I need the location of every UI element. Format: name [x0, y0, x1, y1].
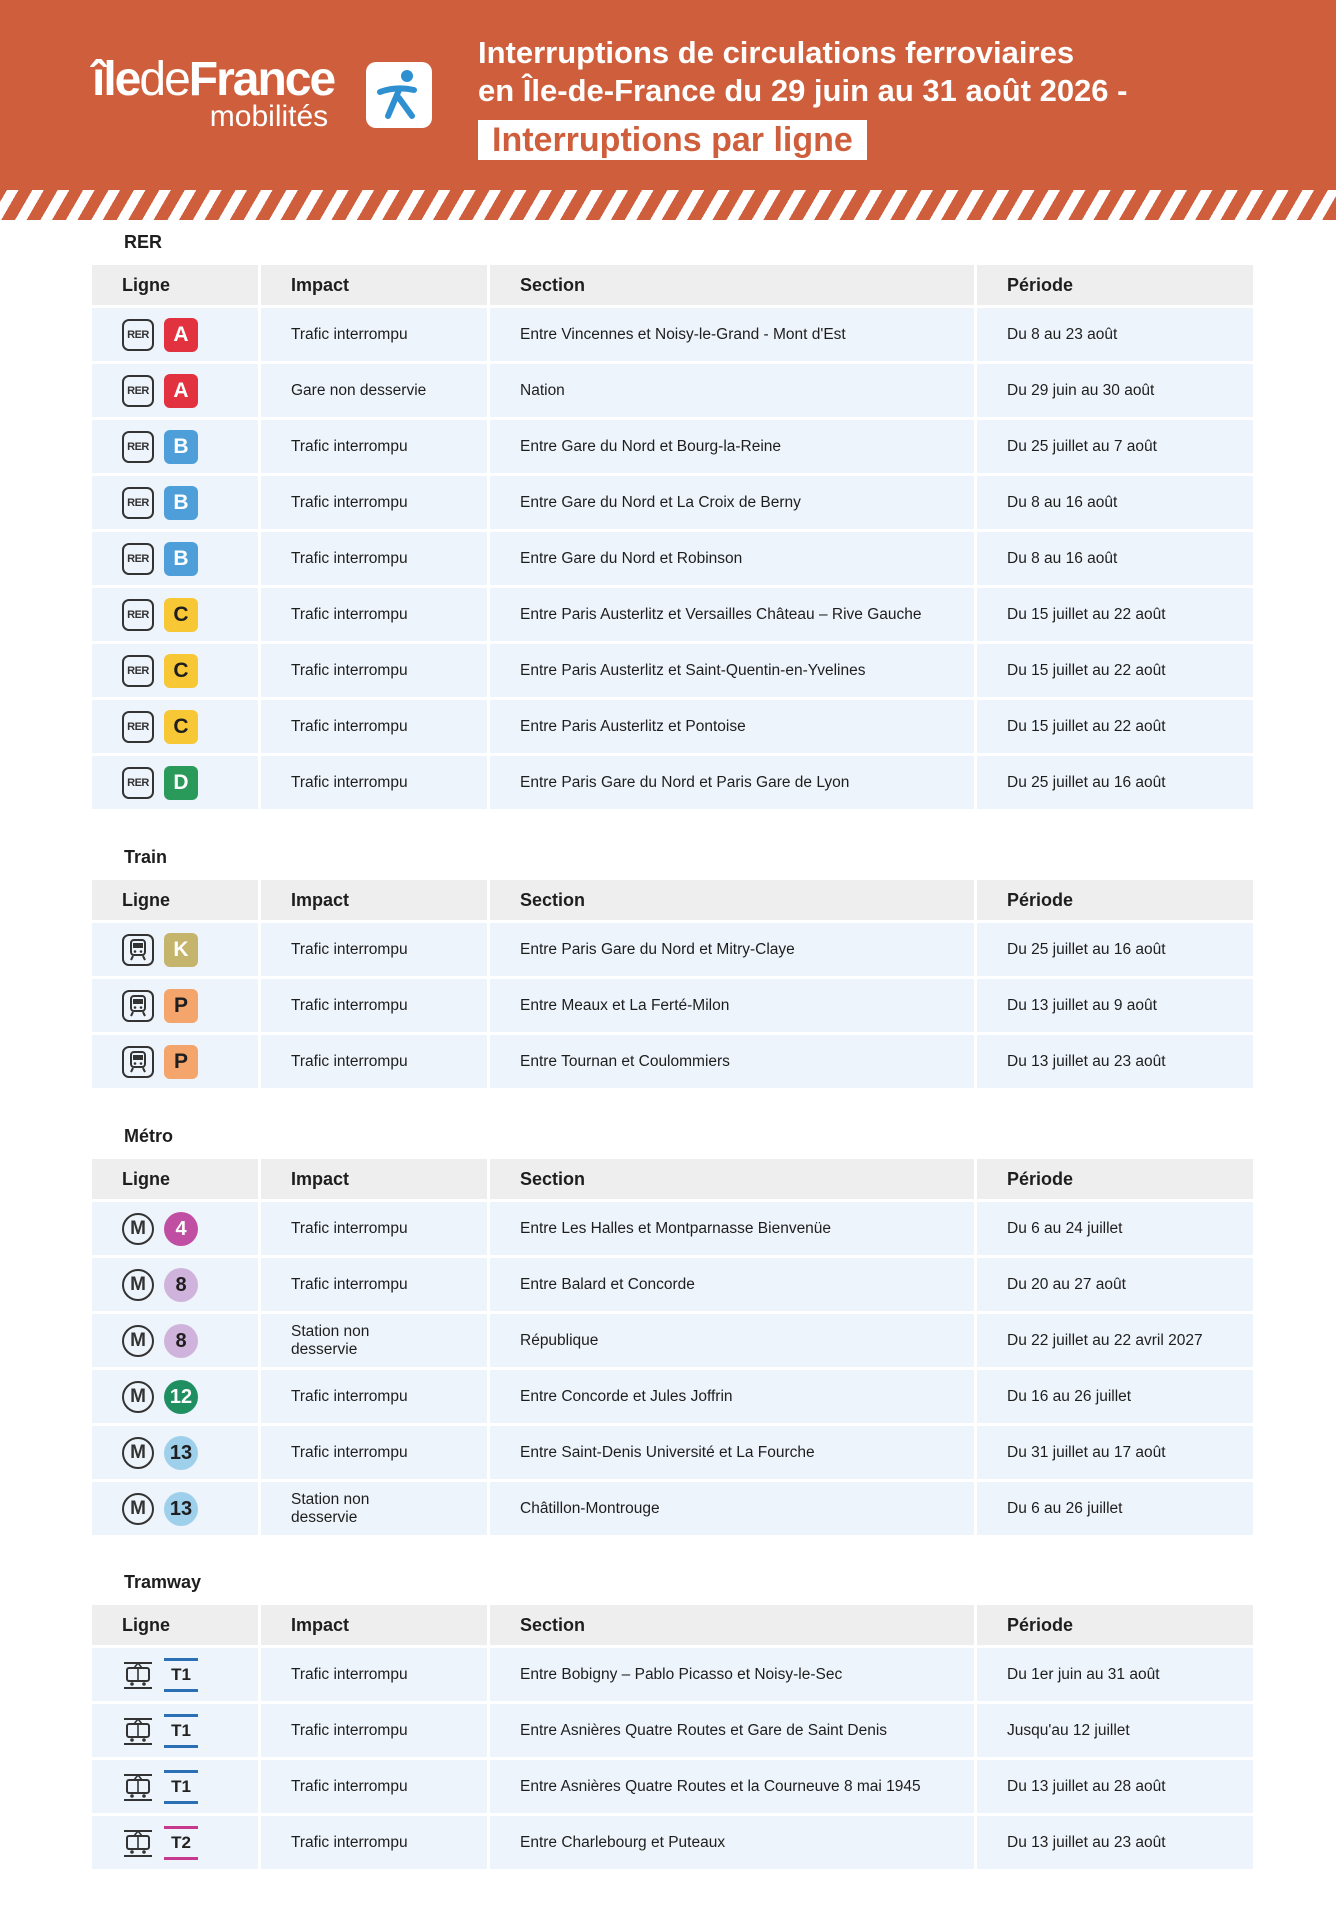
table-row	[92, 1760, 1253, 1813]
header-stripe-divider	[0, 190, 1336, 220]
metro-icon: M	[122, 1325, 154, 1357]
line-badge: P	[164, 989, 198, 1023]
line-badges	[122, 318, 258, 352]
line-cell	[92, 1704, 258, 1757]
line-cell	[92, 1202, 258, 1255]
table-row	[92, 1816, 1253, 1869]
line-badge: C	[164, 598, 198, 632]
line-cell	[92, 700, 258, 753]
line-badge: C	[164, 710, 198, 744]
line-badges	[122, 598, 258, 632]
line-badges	[122, 1658, 258, 1692]
line-badge: B	[164, 430, 198, 464]
line-cell	[92, 1760, 258, 1813]
rer-icon: RER	[122, 599, 154, 631]
idfm-logo	[92, 53, 335, 133]
periode-cell: Du 8 au 16 août	[977, 476, 1253, 529]
section-cell: Entre Balard et Concorde	[490, 1258, 974, 1311]
line-cell	[92, 1370, 258, 1423]
table-row	[92, 1202, 1253, 1255]
line-badges	[122, 1324, 258, 1358]
line-badges	[122, 1380, 258, 1414]
line-badges	[122, 933, 258, 967]
impact-cell: Trafic interrompu	[261, 1816, 487, 1869]
periode-cell: Du 25 juillet au 16 août	[977, 923, 1253, 976]
impact-cell: Trafic interrompu	[261, 588, 487, 641]
table-row	[92, 1035, 1253, 1088]
column-header-periode: Période	[977, 1159, 1253, 1199]
table-row	[92, 308, 1253, 361]
table-row	[92, 644, 1253, 697]
line-cell	[92, 923, 258, 976]
line-cell	[92, 644, 258, 697]
table-row	[92, 1426, 1253, 1479]
column-header-impact: Impact	[261, 880, 487, 920]
line-cell	[92, 1426, 258, 1479]
title-line-1: Interruptions de circulations ferroviaires	[478, 35, 1075, 70]
column-header-section: Section	[490, 880, 974, 920]
interruptions-table	[89, 1602, 1256, 1872]
impact-cell: Trafic interrompu	[261, 1704, 487, 1757]
periode-cell: Du 25 juillet au 16 août	[977, 756, 1253, 809]
column-header-ligne: Ligne	[92, 265, 258, 305]
impact-cell: Trafic interrompu	[261, 1370, 487, 1423]
impact-cell: Trafic interrompu	[261, 532, 487, 585]
metro-icon: M	[122, 1213, 154, 1245]
line-badges	[122, 989, 258, 1023]
table-row	[92, 1648, 1253, 1701]
periode-cell: Du 13 juillet au 9 août	[977, 979, 1253, 1032]
periode-cell: Du 1er juin au 31 août	[977, 1648, 1253, 1701]
periode-cell: Du 13 juillet au 23 août	[977, 1035, 1253, 1088]
metro-icon: M	[122, 1493, 154, 1525]
column-header-section: Section	[490, 1159, 974, 1199]
periode-cell: Du 15 juillet au 22 août	[977, 644, 1253, 697]
line-badge	[164, 1658, 198, 1692]
line-badge: C	[164, 654, 198, 688]
impact-cell: Trafic interrompu	[261, 420, 487, 473]
impact-cell: Station non desservie	[261, 1482, 487, 1535]
column-header-impact: Impact	[261, 1605, 487, 1645]
table-row	[92, 756, 1253, 809]
rer-icon: RER	[122, 431, 154, 463]
line-badge	[164, 1714, 198, 1748]
logo-mobilites: mobilités	[209, 100, 329, 133]
impact-cell: Trafic interrompu	[261, 1648, 487, 1701]
line-cell	[92, 1648, 258, 1701]
line-cell	[92, 420, 258, 473]
periode-cell: Du 15 juillet au 22 août	[977, 588, 1253, 641]
column-header-impact: Impact	[261, 265, 487, 305]
metro-icon: M	[122, 1381, 154, 1413]
table-row	[92, 700, 1253, 753]
impact-cell: Station non desservie	[261, 1314, 487, 1367]
section-title: Tramway	[124, 1572, 202, 1592]
rer-icon: RER	[122, 655, 154, 687]
periode-cell: Du 8 au 23 août	[977, 308, 1253, 361]
section-cell: Entre Asnières Quatre Routes et Gare de Saint Denis	[490, 1704, 974, 1757]
impact-cell: Trafic interrompu	[261, 1258, 487, 1311]
column-header-section: Section	[490, 265, 974, 305]
tram-icon	[122, 1771, 154, 1803]
line-badges	[122, 1714, 258, 1748]
section-cell: Entre Asnières Quatre Routes et la Courneuve 8 mai 1945	[490, 1760, 974, 1813]
line-label: T1	[171, 1776, 191, 1796]
page-title	[478, 34, 1127, 110]
line-label: T1	[171, 1664, 191, 1684]
impact-cell: Trafic interrompu	[261, 979, 487, 1032]
line-badge	[164, 1770, 198, 1804]
page-header	[0, 0, 1336, 190]
table-row	[92, 532, 1253, 585]
line-badge: 4	[164, 1212, 198, 1246]
periode-cell: Du 22 juillet au 22 avril 2027	[977, 1314, 1253, 1367]
line-badges	[122, 1826, 258, 1860]
impact-cell: Trafic interrompu	[261, 923, 487, 976]
table-row	[92, 923, 1253, 976]
periode-cell: Jusqu'au 12 juillet	[977, 1704, 1253, 1757]
line-badges	[122, 1268, 258, 1302]
line-badge: A	[164, 318, 198, 352]
table-header-row	[92, 880, 1253, 920]
section-cell: Entre Concorde et Jules Joffrin	[490, 1370, 974, 1423]
section-cell: Entre Paris Austerlitz et Saint-Quentin-en-Yvelines	[490, 644, 974, 697]
line-badge	[164, 1826, 198, 1860]
periode-cell: Du 16 au 26 juillet	[977, 1370, 1253, 1423]
table-row	[92, 1258, 1253, 1311]
column-header-ligne: Ligne	[92, 1605, 258, 1645]
table-row	[92, 979, 1253, 1032]
section-cell: Entre Paris Austerlitz et Versailles Château – Rive Gauche	[490, 588, 974, 641]
section-cell: Châtillon-Montrouge	[490, 1482, 974, 1535]
interruptions-table	[89, 262, 1256, 812]
section-cell: Entre Meaux et La Ferté-Milon	[490, 979, 974, 1032]
line-badge: 12	[164, 1380, 198, 1414]
table-row	[92, 1314, 1253, 1367]
logo-ile: île	[92, 53, 140, 106]
section-cell: Entre Charlebourg et Puteaux	[490, 1816, 974, 1869]
impact-cell: Trafic interrompu	[261, 644, 487, 697]
metro-icon: M	[122, 1269, 154, 1301]
table-row	[92, 1704, 1253, 1757]
column-header-periode: Période	[977, 265, 1253, 305]
line-cell	[92, 308, 258, 361]
section-cell: Entre Saint-Denis Université et La Fourche	[490, 1426, 974, 1479]
impact-cell: Trafic interrompu	[261, 1426, 487, 1479]
line-cell	[92, 1258, 258, 1311]
line-badge: K	[164, 933, 198, 967]
impact-cell: Trafic interrompu	[261, 1035, 487, 1088]
column-header-impact: Impact	[261, 1159, 487, 1199]
section-cell: Entre Tournan et Coulommiers	[490, 1035, 974, 1088]
table-row	[92, 588, 1253, 641]
column-header-ligne: Ligne	[92, 1159, 258, 1199]
impact-cell: Trafic interrompu	[261, 700, 487, 753]
rer-icon: RER	[122, 767, 154, 799]
line-badges	[122, 374, 258, 408]
periode-cell: Du 25 juillet au 7 août	[977, 420, 1253, 473]
metro-icon: M	[122, 1437, 154, 1469]
line-cell	[92, 756, 258, 809]
rer-icon: RER	[122, 543, 154, 575]
periode-cell: Du 13 juillet au 23 août	[977, 1816, 1253, 1869]
line-badges	[122, 1045, 258, 1079]
section-title: Métro	[124, 1126, 173, 1146]
column-header-periode: Période	[977, 880, 1253, 920]
title-tag: Interruptions par ligne	[478, 120, 867, 160]
interruptions-table	[89, 877, 1256, 1091]
section-cell: Entre Les Halles et Montparnasse Bienvenüe	[490, 1202, 974, 1255]
section-cell: Entre Gare du Nord et Bourg-la-Reine	[490, 420, 974, 473]
impact-cell: Trafic interrompu	[261, 1202, 487, 1255]
periode-cell: Du 29 juin au 30 août	[977, 364, 1253, 417]
impact-cell: Trafic interrompu	[261, 1760, 487, 1813]
line-badges	[122, 1436, 258, 1470]
table-row	[92, 476, 1253, 529]
impact-cell: Trafic interrompu	[261, 756, 487, 809]
table-row	[92, 1482, 1253, 1535]
section-cell: Entre Gare du Nord et La Croix de Berny	[490, 476, 974, 529]
periode-cell: Du 31 juillet au 17 août	[977, 1426, 1253, 1479]
line-badges	[122, 486, 258, 520]
periode-cell: Du 8 au 16 août	[977, 532, 1253, 585]
walking-person-icon	[366, 62, 432, 128]
train-icon	[122, 1046, 154, 1078]
table-header-row	[92, 1605, 1253, 1645]
periode-cell: Du 6 au 26 juillet	[977, 1482, 1253, 1535]
line-cell	[92, 979, 258, 1032]
periode-cell: Du 6 au 24 juillet	[977, 1202, 1253, 1255]
line-badges	[122, 1492, 258, 1526]
logo-de: de	[139, 53, 189, 106]
line-badges	[122, 766, 258, 800]
column-header-section: Section	[490, 1605, 974, 1645]
section-cell: Entre Paris Gare du Nord et Paris Gare de Lyon	[490, 756, 974, 809]
line-badge: B	[164, 542, 198, 576]
line-badge: 8	[164, 1268, 198, 1302]
section-title: Train	[124, 847, 168, 867]
impact-cell: Trafic interrompu	[261, 308, 487, 361]
line-label: T1	[171, 1720, 191, 1740]
line-badges	[122, 654, 258, 688]
impact-cell: Trafic interrompu	[261, 476, 487, 529]
title-line-2: en Île-de-France du 29 juin au 31 août 2026 -	[478, 73, 1128, 108]
tram-icon	[122, 1659, 154, 1691]
rer-icon: RER	[122, 319, 154, 351]
section-title: RER	[124, 232, 163, 252]
line-badges	[122, 710, 258, 744]
tram-icon	[122, 1827, 154, 1859]
section-cell: Entre Paris Austerlitz et Pontoise	[490, 700, 974, 753]
line-badges	[122, 542, 258, 576]
line-badge: A	[164, 374, 198, 408]
line-cell	[92, 476, 258, 529]
impact-cell: Gare non desservie	[261, 364, 487, 417]
rer-icon: RER	[122, 711, 154, 743]
line-cell	[92, 532, 258, 585]
table-row	[92, 420, 1253, 473]
line-cell	[92, 1314, 258, 1367]
section-cell: Entre Paris Gare du Nord et Mitry-Claye	[490, 923, 974, 976]
line-cell	[92, 588, 258, 641]
table-row	[92, 1370, 1253, 1423]
line-badge: B	[164, 486, 198, 520]
table-header-row	[92, 265, 1253, 305]
line-badge: P	[164, 1045, 198, 1079]
line-label: T2	[171, 1832, 191, 1852]
line-badge: 13	[164, 1492, 198, 1526]
table-header-row	[92, 1159, 1253, 1199]
tram-icon	[122, 1715, 154, 1747]
line-badges	[122, 1212, 258, 1246]
section-cell: Entre Gare du Nord et Robinson	[490, 532, 974, 585]
rer-icon: RER	[122, 487, 154, 519]
periode-cell: Du 13 juillet au 28 août	[977, 1760, 1253, 1813]
table-row	[92, 364, 1253, 417]
column-header-ligne: Ligne	[92, 880, 258, 920]
section-cell: Nation	[490, 364, 974, 417]
line-badge: 13	[164, 1436, 198, 1470]
line-badges	[122, 430, 258, 464]
periode-cell: Du 20 au 27 août	[977, 1258, 1253, 1311]
section-cell: Entre Bobigny – Pablo Picasso et Noisy-le-Sec	[490, 1648, 974, 1701]
line-cell	[92, 1482, 258, 1535]
section-cell: Entre Vincennes et Noisy-le-Grand - Mont d'Est	[490, 308, 974, 361]
periode-cell: Du 15 juillet au 22 août	[977, 700, 1253, 753]
line-badge: 8	[164, 1324, 198, 1358]
interruptions-table	[89, 1156, 1256, 1538]
line-cell	[92, 1035, 258, 1088]
train-icon	[122, 934, 154, 966]
line-badges	[122, 1770, 258, 1804]
train-icon	[122, 990, 154, 1022]
line-badge: D	[164, 766, 198, 800]
rer-icon: RER	[122, 375, 154, 407]
section-cell: République	[490, 1314, 974, 1367]
column-header-periode: Période	[977, 1605, 1253, 1645]
logo-france: France	[188, 53, 335, 106]
line-cell	[92, 364, 258, 417]
line-cell	[92, 1816, 258, 1869]
